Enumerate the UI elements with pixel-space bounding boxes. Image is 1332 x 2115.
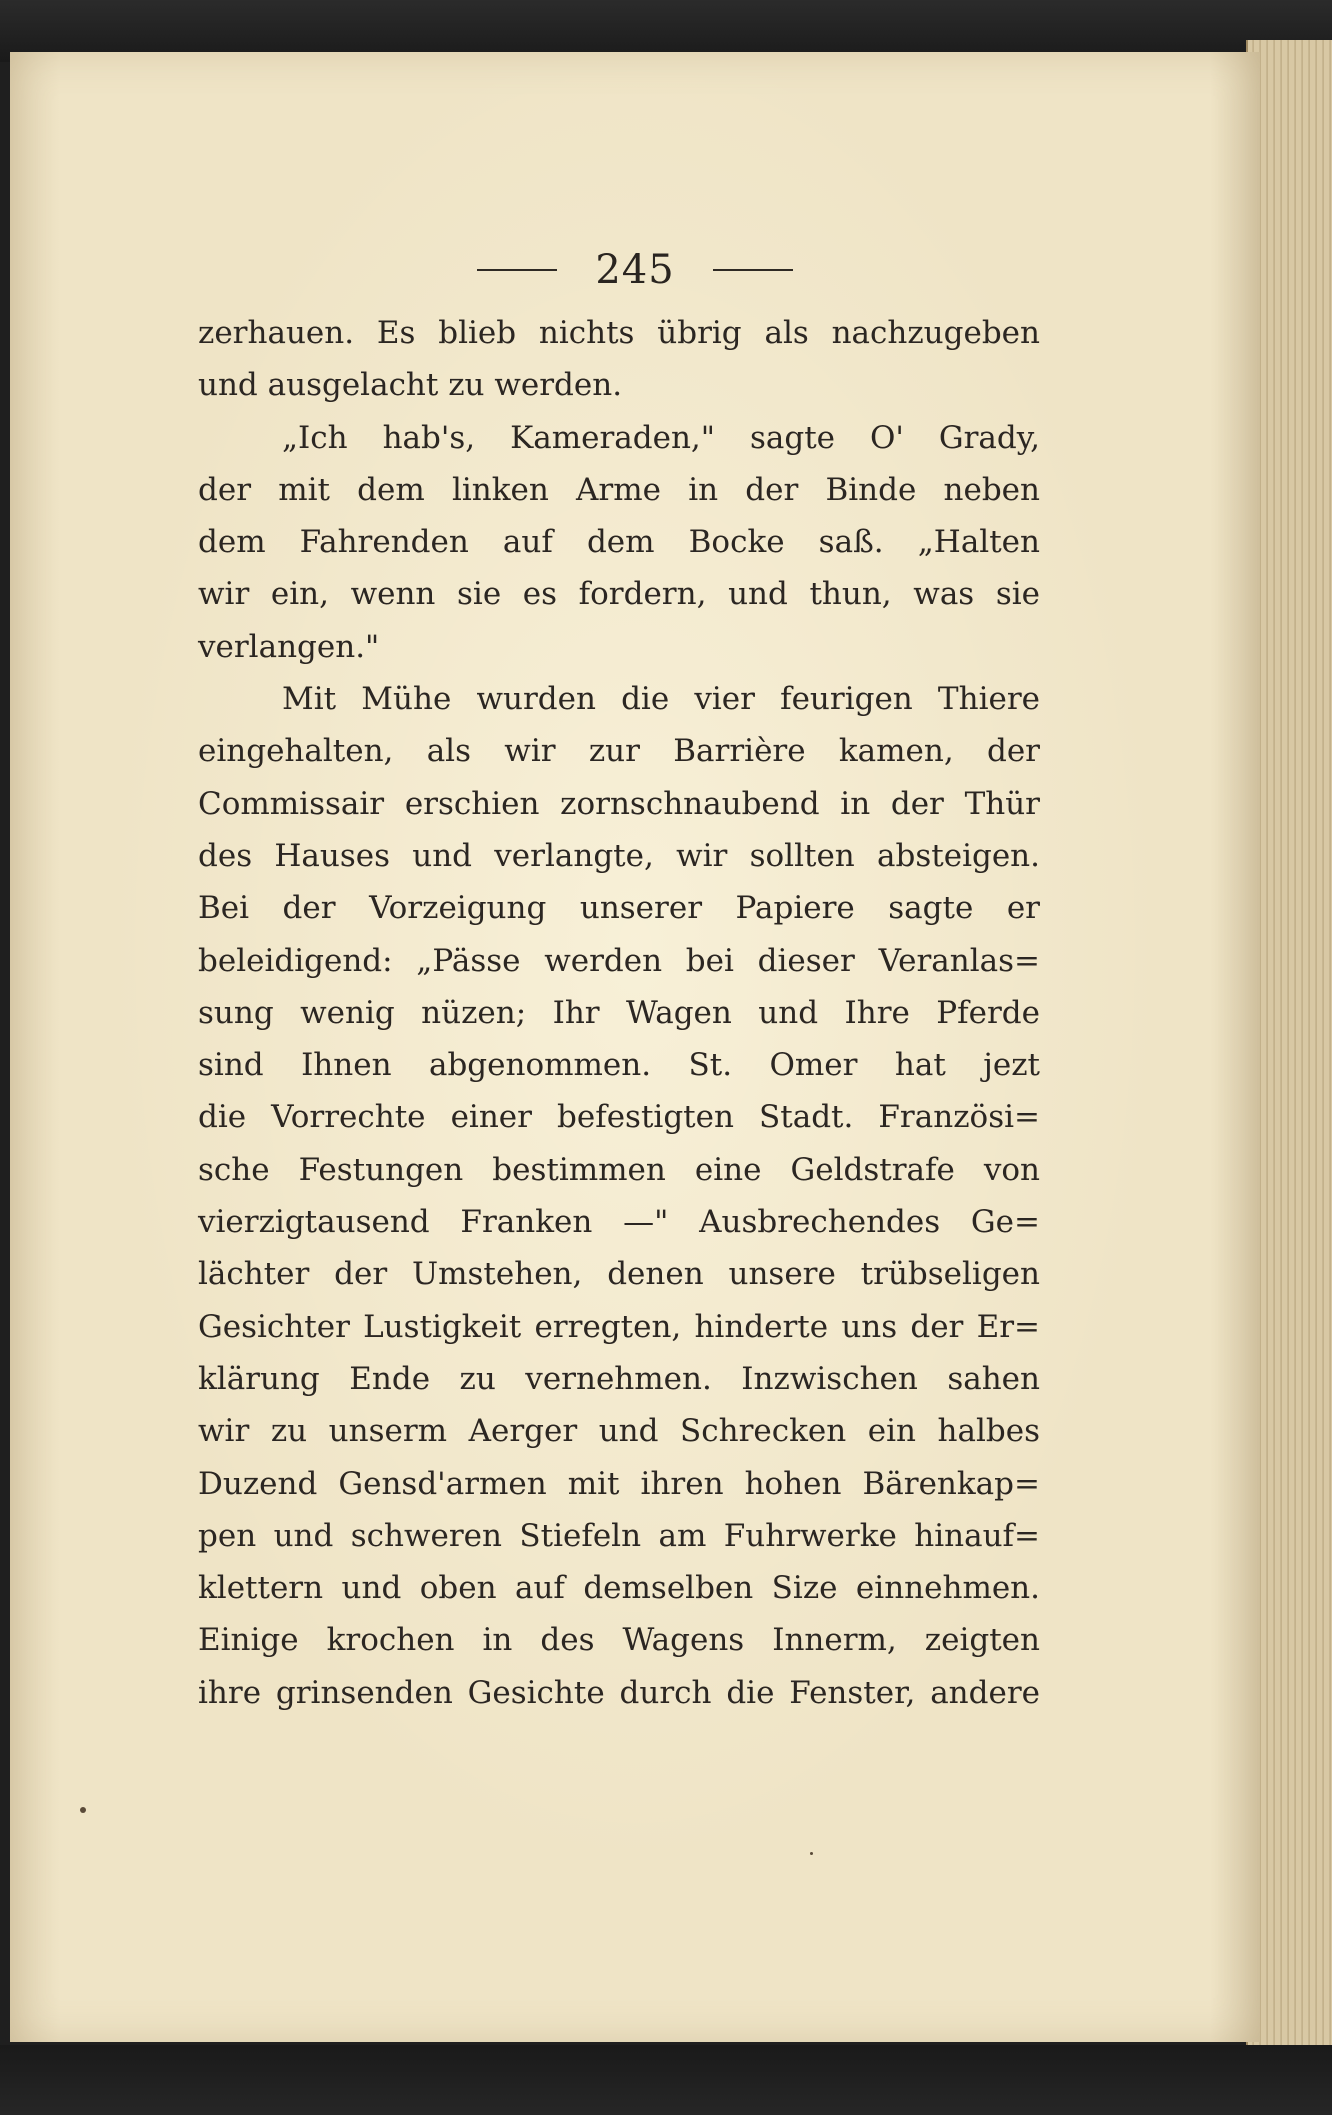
paper-speck [810,1852,813,1855]
text-line: lächter der Umstehen, denen unsere trübseligen [198,1256,1040,1293]
text-line: Duzend Gensd'armen mit ihren hohen Bärenkap= [198,1465,1040,1502]
text-line: beleidigend: „Pässe werden bei dieser Veranlas= [198,942,1040,979]
text-line: Bei der Vorzeigung unserer Papiere sagte er [198,890,1040,927]
text-line: zerhauen. Es blieb nichts übrig als nachzugeben [198,315,1040,351]
page-header [10,247,1260,293]
text-line: klettern und oben auf demselben Size einnehmen. [198,1570,1040,1607]
text-line: sche Festungen bestimmen eine Geldstrafe von [198,1151,1040,1188]
text-line: wir zu unserm Aerger und Schrecken ein halbes [198,1413,1040,1450]
text-line: Commissair erschien zornschnaubend in der Thür [198,785,1040,822]
text-line: pen und schweren Stiefeln am Fuhrwerke hinauf= [198,1517,1040,1554]
book-cover-bottom-edge [0,2045,1332,2115]
text-line: „Ich hab's, Kameraden," sagte O' Grady, [282,419,1040,456]
text-line: Gesichter Lustigkeit erregten, hinderte uns der Er= [198,1308,1040,1345]
body-text [198,307,1040,1719]
text-line: klärung Ende zu vernehmen. Inzwischen sahen [198,1360,1040,1397]
text-line: verlangen." [198,628,380,665]
text-line: ihre grinsenden Gesichte durch die Fenster, andere [198,1674,1040,1711]
header-rule-right [713,269,793,271]
book-page [10,52,1260,2042]
paper-speck [80,1807,86,1813]
text-line: sung wenig nüzen; Ihr Wagen und Ihre Pferde [198,994,1040,1031]
text-line: vierzigtausend Franken —" Ausbrechendes Ge= [198,1204,1040,1241]
text-line: dem Fahrenden auf dem Bocke saß. „Halten [198,524,1040,561]
text-line: Einige krochen in des Wagens Innerm, zeigten [198,1622,1040,1659]
text-line: der mit dem linken Arme in der Binde neben [198,471,1040,508]
text-line: des Hauses und verlangte, wir sollten absteigen. [198,837,1040,874]
text-line: wir ein, wenn sie es fordern, und thun, was sie [198,576,1040,613]
page-number: 245 [595,247,675,293]
text-line: sind Ihnen abgenommen. St. Omer hat jezt [198,1047,1040,1084]
text-line: eingehalten, als wir zur Barrière kamen, der [198,733,1040,770]
text-line: und ausgelacht zu werden. [198,367,623,404]
header-rule-left [477,269,557,271]
text-line: Mit Mühe wurden die vier feurigen Thiere [282,681,1040,718]
text-line: die Vorrechte einer befestigten Stadt. Französi= [198,1099,1040,1136]
